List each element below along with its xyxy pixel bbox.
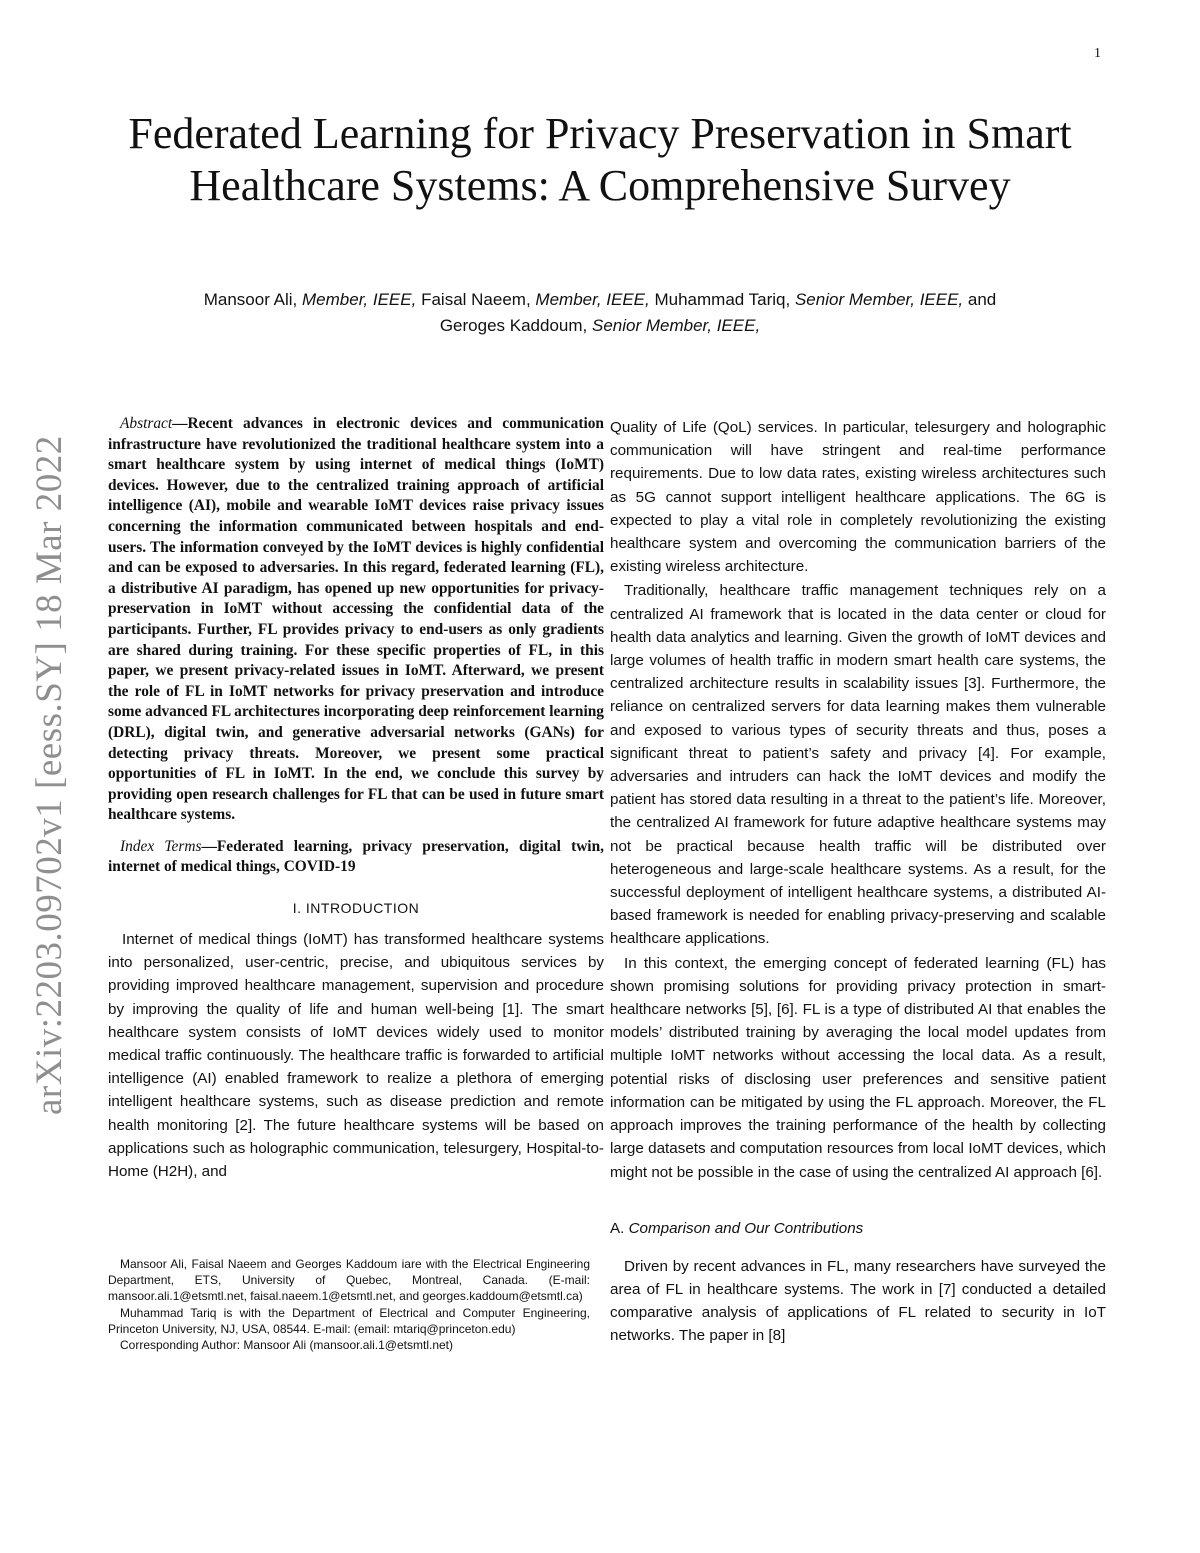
index-terms-label: Index Terms xyxy=(120,837,202,855)
section-heading-introduction: I. INTRODUCTION xyxy=(292,900,420,917)
intro-paragraph-3: In this context, the emerging concept of federated learning (FL) has shown promising solutions for providing privacy protection in smart-healthcare networks [5], [6]. FL is a type of distributed AI that enables the models’ distributed training by averaging the local model updates from multiple IoMT networks without accessing the local data. As a result, potential risks of disclosing user preferences and sensitive patient information can be mitigated by using the FL approach. Moreover, the FL approach improves the training performance of the health by collecting large datasets and computation resources from local IoMT devices, which might not be possible in the case of using the centralized AI approach [6]. xyxy=(610,954,1106,1181)
footnotes xyxy=(108,1255,590,1353)
subsection-title: Comparison and Our Contributions xyxy=(628,1219,864,1237)
subsection-paragraph-1: Driven by recent advances in FL, many researchers have surveyed the area of FL in healthcare systems. The work in [7] conducted a detailed comparative analysis of applications of FL related to security in IoT networks. The paper in [8] xyxy=(610,1257,1106,1345)
author-list xyxy=(100,287,1100,339)
page-number: 1 xyxy=(1094,46,1101,61)
author-line-1 xyxy=(100,287,1100,313)
author-conjunction: and xyxy=(967,290,997,309)
arxiv-identifier-stamp: arXiv:2203.09702v1 [eess.SY] 18 Mar 2022 xyxy=(29,435,70,1115)
index-terms xyxy=(108,837,604,878)
subsection-heading-comparison xyxy=(610,1220,1106,1237)
author-name: Mansoor Ali, xyxy=(203,290,298,309)
author-role: Member, IEEE, xyxy=(535,290,650,309)
right-column xyxy=(610,416,1106,1348)
intro-paragraph-1: Internet of medical things (IoMT) has transformed healthcare systems into personalized, user-centric, precise, and ubiquitous services by providing improved healthcare management, supervision and procedure by improving the quality of life and human well-being [1]. The smart healthcare system consists of IoMT devices widely used to monitor medical traffic continuously. The healthcare traffic is forwarded to artificial intelligence (AI) enabled framework to realize a plethora of emerging intelligent healthcare systems, such as disease prediction and remote health monitoring [2]. The future healthcare systems will be based on applications such as holographic communication, telesurgery, Hospital-to-Home (H2H), and xyxy=(108,931,604,1181)
author-role: Senior Member, IEEE, xyxy=(794,290,964,309)
footnote-affiliation-2: Muhammad Tariq is with the Department of Electrical and Computer Engineering, Princeton University, NJ, USA, 08544. E-mail: (email: mtariq@princeton.edu) xyxy=(108,1305,590,1336)
footnote-corresponding-author: Corresponding Author: Mansoor Ali (mansoor.ali.1@etsmtl.net) xyxy=(120,1338,454,1353)
author-name: Muhammad Tariq, xyxy=(654,290,791,309)
author-role: Senior Member, IEEE, xyxy=(591,316,761,335)
left-column xyxy=(108,414,604,1183)
author-name: Geroges Kaddoum, xyxy=(439,316,588,335)
subsection-label: A. xyxy=(610,1219,625,1237)
abstract xyxy=(108,414,604,826)
author-line-2 xyxy=(100,313,1100,339)
author-name: Faisal Naeem, xyxy=(421,290,531,309)
abstract-label: Abstract xyxy=(120,415,173,432)
intro-paragraph-2: Traditionally, healthcare traffic management techniques rely on a centralized AI framework that is located in the data center or cloud for health data analytics and learning. Given the growth of IoMT devices and large volumes of health traffic in modern smart health care systems, the centralized architecture results in scalability issues [3]. Furthermore, the reliance on centralized servers for data learning makes them vulnerable and exposed to various types of security threats and thus, poses a significant threat to patient’s safety and privacy [4]. For example, adversaries and intruders can hack the IoMT devices and modify the patient has stored data resulting in a threat to the patient’s life. Moreover, the centralized AI framework for future adaptive healthcare systems may not be practical because health traffic will be distributed over heterogeneous and large-scale healthcare systems. As a result, for the successful deployment of intelligent healthcare systems, a distributed AI-based framework is needed for enabling privacy-preserving and scalable healthcare applications. xyxy=(610,582,1106,948)
index-terms-text: —Federated learning, privacy preservation, digital twin, internet of medical things, COVID-19 xyxy=(108,837,604,876)
footnote-affiliation-1: Mansoor Ali, Faisal Naeem and Georges Kaddoum iare with the Electrical Engineering Department, ETS, University of Quebec, Montreal, Canada. (E-mail: mansoor.ali.1@etsmtl.net, faisal.naeem.1@etsmtl.net, and georges.kaddoum@etsmtl.ca) xyxy=(108,1257,590,1304)
abstract-text: —Recent advances in electronic devices and communication infrastructure have revolutionized the traditional healthcare system into a smart healthcare system by using internet of medical things (IoMT) devices. However, due to the centralized training approach of artificial intelligence (AI), mobile and wearable IoMT devices raise privacy issues concerning the information communicated between hospitals and end-users. The information conveyed by the IoMT devices is highly confidential and can be exposed to adversaries. In this regard, federated learning (FL), a distributive AI paradigm, has opened up new opportunities for privacy-preservation in IoMT without accessing the confidential data of the participants. Further, FL provides privacy to end-users as only gradients are shared during training. For these specific properties of FL, in this paper, we present privacy-related issues in IoMT. Afterward, we present the role of FL in IoMT networks for privacy preservation and introduce some advanced FL architectures incorporating deep reinforcement learning (DRL), digital twin, and generative adversarial networks (GANs) for detecting privacy threats. Moreover, we present some practical opportunities of FL in IoMT. In the end, we conclude this survey by providing open research challenges for FL that can be used in future smart healthcare systems. xyxy=(108,415,605,824)
intro-paragraph-1-continued: Quality of Life (QoL) services. In particular, telesurgery and holographic communication will have stringent and real-time performance requirements. Due to low data rates, existing wireless architectures such as 5G cannot support intelligent healthcare applications. The 6G is expected to play a vital role in completely revolutionizing the existing healthcare system and overcoming the communication barriers of the existing wireless architecture. xyxy=(610,419,1106,576)
author-role: Member, IEEE, xyxy=(302,290,417,309)
paper-title: Federated Learning for Privacy Preservation in Smart Healthcare Systems: A Comprehensive Survey xyxy=(128,109,1072,210)
